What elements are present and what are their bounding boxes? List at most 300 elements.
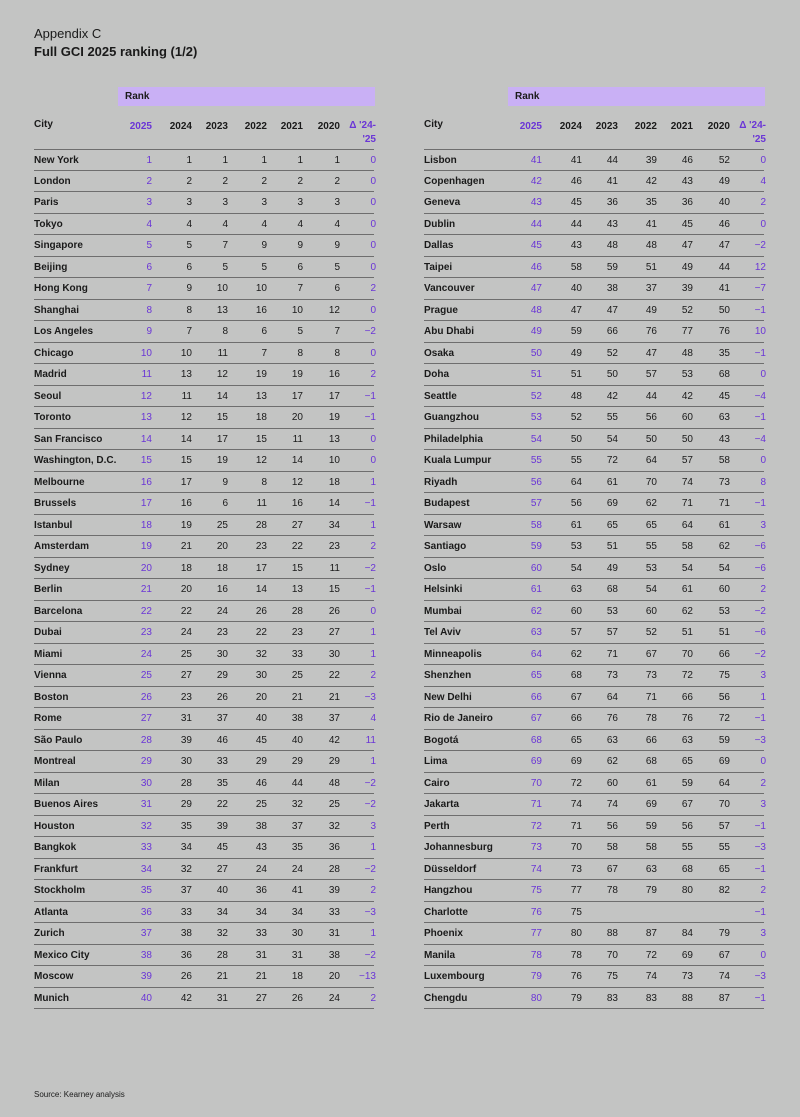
city-name: Luxembourg: [424, 971, 485, 982]
rank-cell: 58: [681, 541, 693, 552]
rank-2025-cell: 23: [140, 627, 152, 638]
rank-cell: 4: [297, 218, 303, 230]
rank-cell: 29: [291, 756, 303, 767]
city-name: Prague: [424, 304, 458, 316]
delta-cell: 1: [370, 842, 376, 853]
rank-cell: 83: [606, 992, 618, 1004]
delta-cell: −3: [364, 906, 376, 918]
city-name: Osaka: [424, 347, 455, 359]
rank-cell: 59: [645, 820, 657, 832]
delta-cell: −2: [364, 326, 376, 337]
rank-cell: 75: [606, 971, 618, 982]
rank-cell: 48: [681, 347, 693, 359]
rank-2025-cell: 73: [530, 842, 542, 853]
table-row: [424, 579, 764, 601]
rank-2025-cell: 42: [530, 175, 542, 187]
rank-2025-cell: 54: [530, 433, 542, 445]
year-column-header: 2021: [280, 121, 303, 132]
rank-cell: 60: [570, 605, 582, 617]
rank-cell: 62: [681, 605, 693, 617]
city-name: Chengdu: [424, 992, 468, 1004]
city-name: Kuala Lumpur: [424, 455, 492, 466]
rank-cell: 46: [570, 175, 582, 187]
rank-cell: 35: [645, 197, 657, 208]
rank-cell: 36: [180, 949, 192, 961]
rank-cell: 26: [328, 605, 340, 617]
city-name: Houston: [34, 820, 75, 832]
rank-cell: 19: [291, 369, 303, 380]
rank-cell: 19: [328, 412, 340, 423]
table-row: [424, 730, 764, 752]
rank-cell: 45: [255, 734, 267, 746]
city-name: Vancouver: [424, 283, 475, 294]
rank-cell: 34: [180, 842, 192, 853]
rank-cell: 5: [334, 261, 340, 273]
delta-cell: 4: [760, 175, 766, 187]
rank-2025-cell: 50: [530, 347, 542, 359]
rank-cell: 26: [180, 971, 192, 982]
rank-cell: 9: [334, 240, 340, 251]
city-name: Charlotte: [424, 906, 468, 918]
rank-cell: 35: [291, 842, 303, 853]
rank-cell: 35: [180, 820, 192, 832]
table-row: [424, 880, 764, 902]
rank-cell: 24: [328, 992, 340, 1004]
rank-cell: 43: [718, 433, 730, 445]
year-column-header: 2020: [707, 121, 730, 132]
rank-cell: 78: [645, 713, 657, 724]
rank-cell: 66: [645, 734, 657, 746]
rank-cell: 58: [570, 261, 582, 273]
rank-2025-cell: 27: [140, 713, 152, 724]
rank-cell: 61: [645, 777, 657, 789]
city-name: Riyadh: [424, 476, 458, 488]
city-name: Mexico City: [34, 949, 90, 961]
rank-cell: 10: [216, 283, 228, 294]
rank-2025-cell: 78: [530, 949, 542, 961]
rank-cell: 27: [255, 992, 267, 1004]
rank-cell: 60: [606, 777, 618, 789]
rank-cell: 60: [718, 584, 730, 595]
rank-cell: 22: [216, 799, 228, 810]
rank-cell: 28: [328, 863, 340, 875]
rank-cell: 5: [297, 326, 303, 337]
city-name: São Paulo: [34, 734, 83, 746]
rank-cell: 40: [291, 734, 303, 746]
rank-cell: 54: [570, 562, 582, 574]
city-name: Cairo: [424, 777, 450, 789]
city-name: Lima: [424, 756, 448, 767]
rank-cell: 21: [291, 691, 303, 703]
rank-cell: 10: [291, 304, 303, 316]
rank-cell: 11: [329, 562, 340, 574]
table-row: [34, 386, 374, 408]
table-row: [34, 880, 374, 902]
table-row: [424, 622, 764, 644]
delta-column-header: Δ '24-'25: [739, 120, 766, 145]
delta-cell: −2: [754, 240, 766, 251]
rank-cell: 9: [297, 240, 303, 251]
table-row: [34, 364, 374, 386]
rank-cell: 31: [255, 949, 267, 961]
rank-cell: 69: [606, 498, 618, 509]
rank-cell: 41: [606, 175, 618, 187]
rank-cell: 39: [681, 283, 693, 294]
rank-cell: 67: [606, 863, 618, 875]
rank-2025-cell: 49: [530, 326, 542, 337]
rank-cell: 16: [180, 498, 192, 509]
city-name: Madrid: [34, 369, 67, 380]
rank-cell: 12: [180, 412, 192, 423]
rank-cell: 63: [570, 584, 582, 595]
city-name: Vienna: [34, 670, 67, 681]
rank-2025-cell: 16: [140, 476, 152, 488]
city-column-header: City: [424, 119, 443, 130]
rank-cell: 49: [681, 261, 693, 273]
appendix-label: Appendix C: [34, 26, 102, 41]
rank-cell: 40: [216, 885, 228, 896]
rank-2025-cell: 32: [140, 820, 152, 832]
table-row: [424, 321, 764, 343]
table-row: [424, 278, 764, 300]
rank-cell: 54: [681, 562, 693, 574]
table-row: [34, 708, 374, 730]
city-name: Istanbul: [34, 519, 73, 531]
rank-2025-cell: 69: [530, 756, 542, 767]
city-name: Lisbon: [424, 155, 457, 166]
delta-cell: 8: [760, 476, 766, 488]
table-row: [424, 923, 764, 945]
rank-cell: 34: [255, 906, 267, 918]
rank-cell: 29: [180, 799, 192, 810]
table-row: [424, 364, 764, 386]
delta-cell: 0: [370, 261, 376, 273]
rank-2025-cell: 18: [140, 519, 152, 531]
rank-cell: 60: [681, 412, 693, 423]
year-column-header: 2025: [519, 121, 542, 132]
table-row: [34, 644, 374, 666]
rank-cell: 35: [718, 347, 730, 359]
rank-cell: 43: [606, 218, 618, 230]
rank-cell: 10: [255, 283, 267, 294]
rank-2025-cell: 35: [140, 885, 152, 896]
rank-cell: 52: [570, 412, 582, 423]
rank-cell: 46: [681, 155, 693, 166]
rank-cell: 19: [216, 455, 228, 466]
rank-cell: 62: [570, 648, 582, 660]
rank-2025-cell: 71: [530, 799, 542, 810]
rank-cell: 61: [606, 476, 618, 488]
table-row: [424, 859, 764, 881]
rank-2025-cell: 44: [530, 218, 542, 230]
ranking-rows: [34, 149, 374, 1009]
rank-cell: 4: [334, 218, 340, 230]
table-row: [34, 837, 374, 859]
table-row: [34, 923, 374, 945]
rank-2025-cell: 47: [530, 283, 542, 294]
city-name: Helsinki: [424, 584, 463, 595]
rank-cell: 20: [328, 971, 340, 982]
rank-cell: 12: [291, 476, 303, 488]
rank-cell: 47: [645, 347, 657, 359]
delta-cell: 0: [370, 175, 376, 187]
rank-cell: 55: [570, 455, 582, 466]
rank-cell: 43: [255, 842, 267, 853]
delta-cell: 0: [760, 455, 766, 466]
delta-cell: 0: [370, 155, 376, 166]
rank-cell: 63: [718, 412, 730, 423]
rank-2025-cell: 45: [530, 240, 542, 251]
rank-2025-cell: 67: [530, 713, 542, 724]
city-name: Seoul: [34, 390, 62, 402]
table-row: [34, 794, 374, 816]
rank-cell: 39: [216, 820, 228, 832]
rank-cell: 51: [606, 541, 618, 552]
rank-cell: 77: [570, 885, 582, 896]
rank-cell: 48: [645, 240, 657, 251]
rank-cell: 47: [718, 240, 730, 251]
rank-cell: 30: [216, 648, 228, 660]
rank-cell: 10: [328, 455, 340, 466]
rank-cell: 46: [718, 218, 730, 230]
rank-cell: 7: [222, 240, 228, 251]
rank-2025-cell: 80: [530, 992, 542, 1004]
rank-cell: 44: [570, 218, 582, 230]
rank-cell: 13: [216, 304, 228, 316]
rank-cell: 74: [570, 799, 582, 810]
table-row: [424, 149, 764, 171]
city-name: Atlanta: [34, 906, 68, 918]
rank-cell: 87: [645, 928, 657, 939]
rank-cell: 67: [718, 949, 730, 961]
rank-cell: 47: [681, 240, 693, 251]
rank-cell: 44: [645, 390, 657, 402]
city-name: Montreal: [34, 756, 76, 767]
table-row: [34, 515, 374, 537]
rank-cell: 71: [570, 820, 582, 832]
rank-cell: 65: [681, 756, 693, 767]
table-row: [424, 472, 764, 494]
rank-cell: 75: [718, 670, 730, 681]
rank-cell: 25: [328, 799, 340, 810]
rank-cell: 23: [216, 627, 228, 638]
rank-cell: 51: [681, 627, 693, 638]
delta-cell: −1: [754, 992, 766, 1004]
delta-cell: −6: [754, 562, 766, 574]
rank-cell: 72: [645, 949, 657, 961]
table-row: [424, 902, 764, 924]
rank-cell: 3: [334, 197, 340, 208]
table-row: [424, 257, 764, 279]
rank-cell: 45: [570, 197, 582, 208]
rank-cell: 49: [606, 562, 618, 574]
rank-cell: 74: [606, 799, 618, 810]
rank-cell: 42: [328, 734, 340, 746]
rank-cell: 16: [328, 369, 340, 380]
rank-cell: 46: [255, 777, 267, 789]
rank-cell: 57: [718, 820, 730, 832]
rank-cell: 52: [718, 155, 730, 166]
city-name: Stockholm: [34, 885, 86, 896]
delta-cell: 2: [370, 283, 376, 294]
rank-cell: 54: [718, 562, 730, 574]
rank-cell: 16: [216, 584, 228, 595]
year-column-header: 2025: [129, 121, 152, 132]
delta-cell: −1: [754, 713, 766, 724]
rank-2025-cell: 34: [140, 863, 152, 875]
rank-cell: 78: [570, 949, 582, 961]
delta-cell: 0: [370, 455, 376, 466]
delta-cell: 0: [760, 756, 766, 767]
delta-cell: −3: [754, 842, 766, 853]
table-row: [34, 343, 374, 365]
city-name: Oslo: [424, 562, 447, 574]
rank-cell: 64: [606, 691, 618, 703]
rank-cell: 63: [645, 863, 657, 875]
rank-cell: 23: [255, 541, 267, 552]
rank-cell: 55: [606, 412, 618, 423]
table-row: [34, 622, 374, 644]
rank-cell: 30: [291, 928, 303, 939]
delta-cell: 0: [370, 240, 376, 251]
rank-cell: 72: [606, 455, 618, 466]
table-row: [424, 386, 764, 408]
city-name: Miami: [34, 648, 63, 660]
rank-cell: 4: [222, 218, 228, 230]
rank-cell: 55: [681, 842, 693, 853]
rank-cell: 26: [291, 992, 303, 1004]
rank-2025-cell: 19: [140, 541, 152, 552]
delta-cell: 12: [754, 261, 766, 273]
rank-cell: 29: [328, 756, 340, 767]
rank-cell: 60: [645, 605, 657, 617]
rank-cell: 18: [216, 562, 228, 574]
rank-cell: 12: [328, 304, 340, 316]
rank-cell: 28: [255, 519, 267, 531]
delta-cell: 1: [370, 756, 376, 767]
rank-2025-cell: 30: [140, 777, 152, 789]
table-row: [424, 450, 764, 472]
rank-cell: 76: [606, 713, 618, 724]
rank-cell: 27: [328, 627, 340, 638]
rank-cell: 58: [718, 455, 730, 466]
rank-cell: 37: [180, 885, 192, 896]
rank-2025-cell: 57: [530, 498, 542, 509]
table-row: [34, 493, 374, 515]
rank-cell: 19: [180, 519, 192, 531]
city-name: Frankfurt: [34, 863, 78, 875]
rank-cell: 1: [261, 155, 267, 166]
delta-cell: −6: [754, 541, 766, 552]
delta-cell: −2: [754, 648, 766, 660]
rank-cell: 69: [570, 756, 582, 767]
rank-cell: 39: [328, 885, 340, 896]
rank-2025-cell: 15: [140, 455, 152, 466]
city-name: Zurich: [34, 928, 65, 939]
rank-cell: 1: [334, 155, 340, 166]
rank-cell: 67: [681, 799, 693, 810]
rank-2025-cell: 12: [140, 390, 152, 402]
year-column-header: 2024: [559, 121, 582, 132]
delta-cell: 1: [370, 928, 376, 939]
delta-cell: −6: [754, 627, 766, 638]
rank-cell: 84: [681, 928, 693, 939]
delta-cell: 10: [754, 326, 766, 337]
delta-cell: −3: [364, 691, 376, 703]
city-name: Johannesburg: [424, 842, 493, 853]
delta-cell: 2: [370, 369, 376, 380]
delta-cell: 2: [760, 777, 766, 789]
delta-cell: −2: [364, 799, 376, 810]
rank-cell: 53: [681, 369, 693, 380]
rank-cell: 15: [180, 455, 192, 466]
rank-cell: 51: [645, 261, 657, 273]
rank-cell: 55: [645, 541, 657, 552]
rank-cell: 23: [180, 691, 192, 703]
rank-cell: 51: [718, 627, 730, 638]
rank-cell: 1: [186, 155, 192, 166]
delta-cell: −2: [364, 562, 376, 574]
rank-cell: 56: [606, 820, 618, 832]
delta-cell: −1: [754, 906, 766, 918]
rank-cell: 63: [681, 734, 693, 746]
rank-cell: 38: [255, 820, 267, 832]
city-name: New Delhi: [424, 691, 472, 703]
rank-cell: 53: [570, 541, 582, 552]
rank-cell: 32: [180, 863, 192, 875]
rank-cell: 8: [222, 326, 228, 337]
rank-2025-cell: 28: [140, 734, 152, 746]
ranking-rows: [424, 149, 764, 1009]
rank-cell: 62: [606, 756, 618, 767]
rank-cell: 1: [297, 155, 303, 166]
delta-cell: 1: [370, 476, 376, 488]
rank-cell: 17: [291, 390, 303, 402]
rank-2025-cell: 70: [530, 777, 542, 789]
rank-header-bar: Rank: [508, 87, 765, 106]
delta-cell: 0: [760, 218, 766, 230]
rank-cell: 23: [328, 541, 340, 552]
delta-cell: 0: [370, 347, 376, 359]
table-row: [424, 816, 764, 838]
rank-cell: 73: [570, 863, 582, 875]
table-row: [424, 235, 764, 257]
rank-cell: 56: [570, 498, 582, 509]
city-name: Abu Dhabi: [424, 326, 474, 337]
rank-cell: 16: [291, 498, 303, 509]
rank-cell: 54: [606, 433, 618, 445]
rank-cell: 11: [256, 498, 267, 509]
rank-cell: 59: [570, 326, 582, 337]
rank-2025-cell: 66: [530, 691, 542, 703]
city-name: Tokyo: [34, 218, 63, 230]
rank-2025-cell: 7: [146, 283, 152, 294]
rank-cell: 73: [681, 971, 693, 982]
rank-cell: 50: [570, 433, 582, 445]
rank-cell: 70: [718, 799, 730, 810]
rank-cell: 9: [186, 283, 192, 294]
table-row: [34, 235, 374, 257]
rank-cell: 43: [681, 175, 693, 187]
rank-cell: 47: [606, 304, 618, 316]
rank-2025-cell: 60: [530, 562, 542, 574]
rank-cell: 59: [718, 734, 730, 746]
rank-cell: 36: [255, 885, 267, 896]
city-name: London: [34, 175, 71, 187]
rank-cell: 59: [606, 261, 618, 273]
rank-cell: 66: [606, 326, 618, 337]
city-name: Düsseldorf: [424, 863, 477, 875]
